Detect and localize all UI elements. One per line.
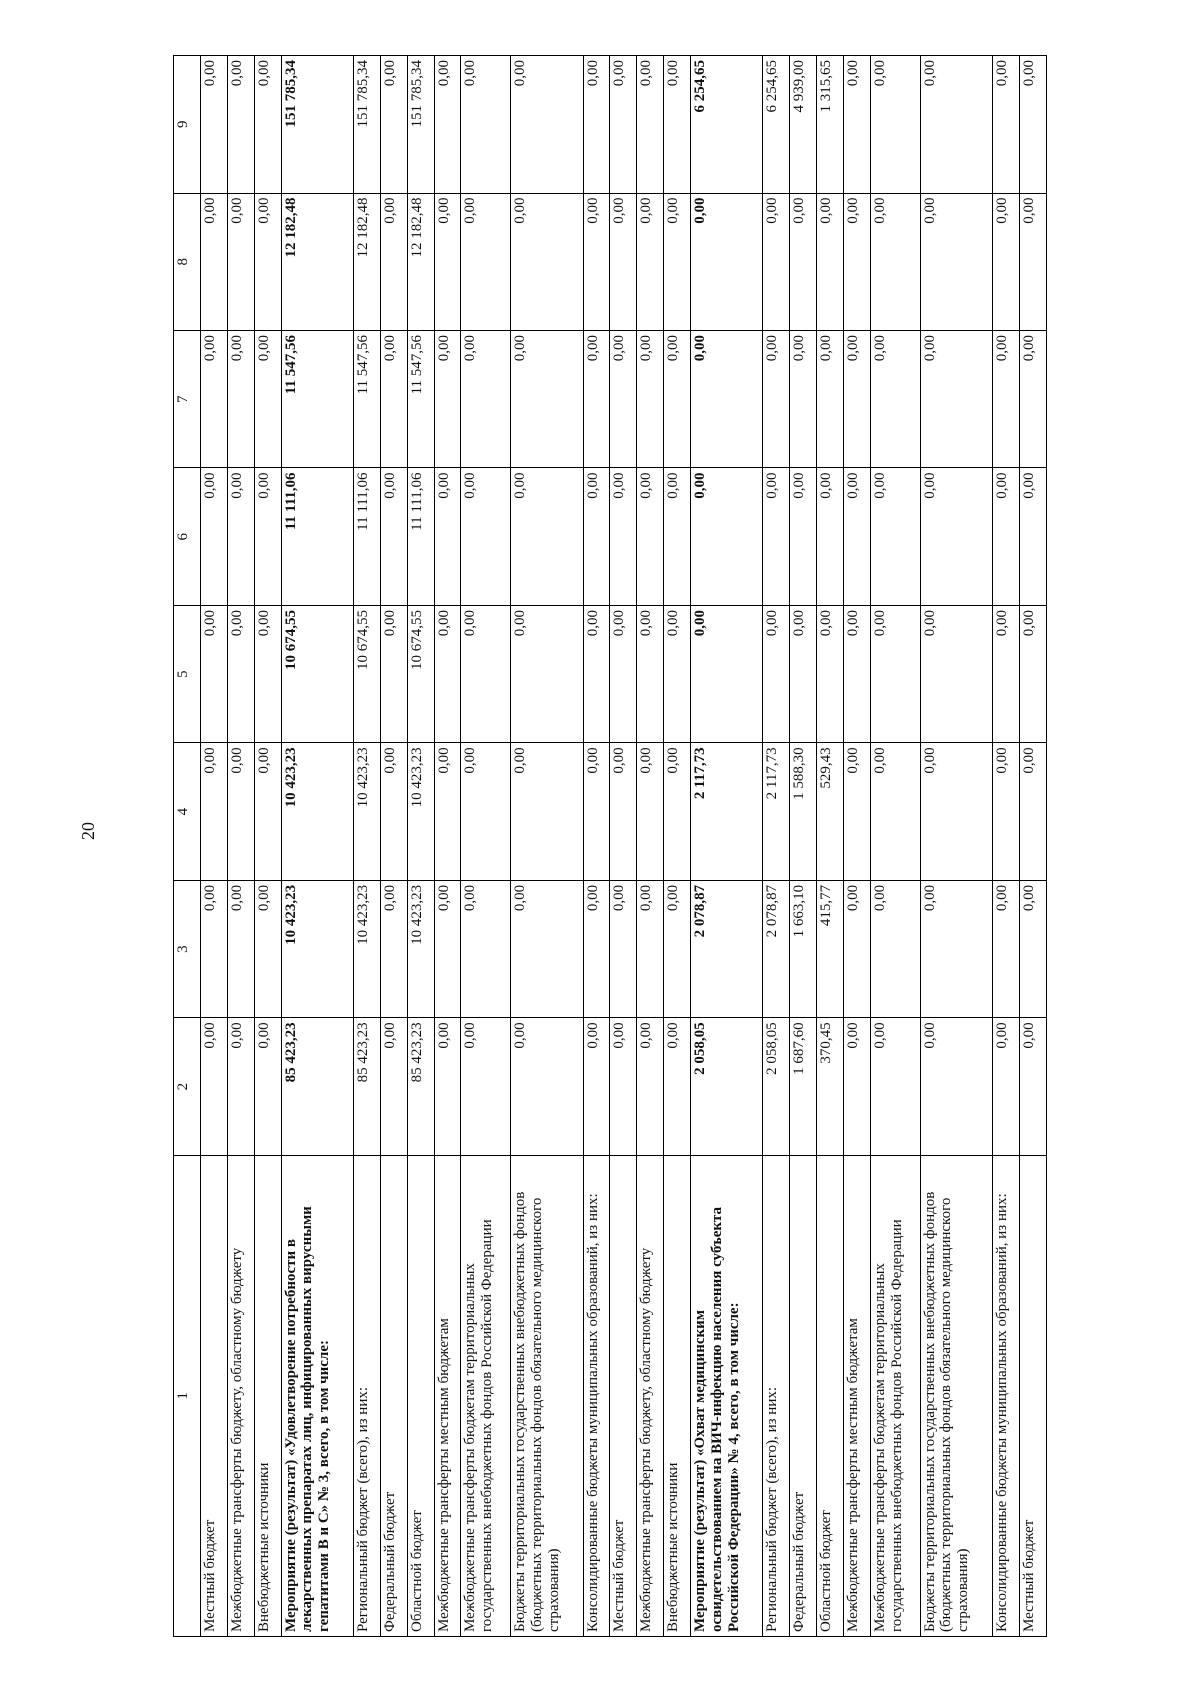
table-row [790, 56, 817, 1637]
value-cell: 85 423,23 [354, 1018, 381, 1155]
value-cell: 0,00 [817, 193, 844, 330]
value-cell: 0,00 [920, 880, 992, 1017]
value-cell: 0,00 [637, 331, 664, 468]
value-cell: 0,00 [201, 193, 228, 330]
value-cell: 0,00 [870, 1018, 920, 1155]
value-cell: 0,00 [790, 193, 817, 330]
value-cell: 10 423,23 [281, 743, 353, 880]
value-cell: 0,00 [610, 468, 637, 605]
table-row [993, 56, 1020, 1637]
header-cell: 3 [174, 880, 201, 1017]
row-label: Федеральный бюджет [790, 1155, 817, 1636]
value-cell: 0,00 [380, 1018, 407, 1155]
value-cell: 0,00 [993, 56, 1020, 194]
row-label: Межбюджетные трансферты бюджету, областному бюджету [637, 1155, 664, 1636]
value-cell: 11 547,56 [281, 331, 353, 468]
value-cell: 0,00 [920, 1018, 992, 1155]
value-cell: 2 117,73 [763, 743, 790, 880]
value-cell: 1 663,10 [790, 880, 817, 1017]
value-cell: 0,00 [870, 193, 920, 330]
value-cell: 0,00 [227, 743, 254, 880]
value-cell: 0,00 [870, 56, 920, 194]
value-cell: 0,00 [201, 605, 228, 742]
value-cell: 2 058,05 [763, 1018, 790, 1155]
value-cell: 0,00 [380, 880, 407, 1017]
value-cell: 0,00 [920, 56, 992, 194]
table-row [380, 56, 407, 1637]
value-cell: 0,00 [511, 56, 583, 194]
row-label: Бюджеты территориальных государственных внебюджетных фондов (бюджетных территориальных фондов обязательного медицинского страхования) [920, 1155, 992, 1636]
value-cell: 11 111,06 [281, 468, 353, 605]
value-cell: 0,00 [870, 331, 920, 468]
value-cell: 0,00 [790, 605, 817, 742]
value-cell: 0,00 [583, 1018, 610, 1155]
value-cell: 0,00 [583, 468, 610, 605]
table-row [844, 56, 871, 1637]
value-cell: 0,00 [254, 605, 281, 742]
value-cell: 370,45 [817, 1018, 844, 1155]
row-label: Региональный бюджет (всего), из них: [763, 1155, 790, 1636]
value-cell: 0,00 [664, 56, 691, 194]
value-cell: 0,00 [637, 880, 664, 1017]
value-cell: 0,00 [664, 331, 691, 468]
value-cell: 0,00 [434, 743, 461, 880]
value-cell: 11 547,56 [407, 331, 434, 468]
value-cell: 0,00 [817, 605, 844, 742]
value-cell: 0,00 [583, 193, 610, 330]
value-cell: 0,00 [461, 605, 511, 742]
row-label: Межбюджетные трансферты местным бюджетам [434, 1155, 461, 1636]
row-label: Областной бюджет [817, 1155, 844, 1636]
header-cell: 6 [174, 468, 201, 605]
value-cell: 0,00 [993, 193, 1020, 330]
value-cell: 11 111,06 [354, 468, 381, 605]
value-cell: 0,00 [637, 605, 664, 742]
row-label: Консолидированные бюджеты муниципальных образований, из них: [583, 1155, 610, 1636]
value-cell: 2 078,87 [691, 880, 763, 1017]
value-cell: 0,00 [227, 1018, 254, 1155]
value-cell: 6 254,65 [691, 56, 763, 194]
value-cell: 0,00 [434, 1018, 461, 1155]
row-label: Межбюджетные трансферты бюджетам территориальных государственных внебюджетных фондов Российской Федерации [461, 1155, 511, 1636]
value-cell: 0,00 [610, 743, 637, 880]
value-cell: 0,00 [664, 880, 691, 1017]
value-cell: 0,00 [870, 468, 920, 605]
value-cell: 85 423,23 [407, 1018, 434, 1155]
value-cell: 0,00 [993, 743, 1020, 880]
value-cell: 0,00 [844, 56, 871, 194]
row-label: Федеральный бюджет [380, 1155, 407, 1636]
value-cell: 0,00 [664, 605, 691, 742]
value-cell: 0,00 [870, 880, 920, 1017]
table-row [201, 56, 228, 1637]
value-cell: 0,00 [993, 1018, 1020, 1155]
value-cell: 0,00 [637, 56, 664, 194]
value-cell: 0,00 [637, 1018, 664, 1155]
row-label: Консолидированные бюджеты муниципальных образований, из них: [993, 1155, 1020, 1636]
value-cell: 0,00 [511, 605, 583, 742]
value-cell: 0,00 [254, 193, 281, 330]
value-cell: 0,00 [993, 880, 1020, 1017]
value-cell: 0,00 [583, 605, 610, 742]
table-body [201, 56, 1047, 1637]
value-cell: 0,00 [870, 605, 920, 742]
value-cell: 0,00 [1019, 605, 1046, 742]
value-cell: 10 423,23 [407, 880, 434, 1017]
value-cell: 1 687,60 [790, 1018, 817, 1155]
value-cell: 0,00 [511, 331, 583, 468]
value-cell: 0,00 [664, 193, 691, 330]
value-cell: 0,00 [610, 1018, 637, 1155]
value-cell: 0,00 [254, 743, 281, 880]
value-cell: 12 182,48 [407, 193, 434, 330]
header-cell: 8 [174, 193, 201, 330]
value-cell: 151 785,34 [407, 56, 434, 194]
value-cell: 0,00 [817, 468, 844, 605]
value-cell: 0,00 [664, 468, 691, 605]
value-cell: 11 111,06 [407, 468, 434, 605]
value-cell: 0,00 [511, 743, 583, 880]
value-cell: 0,00 [637, 193, 664, 330]
value-cell: 10 674,55 [354, 605, 381, 742]
value-cell: 0,00 [511, 1018, 583, 1155]
value-cell: 0,00 [637, 468, 664, 605]
row-label: Бюджеты территориальных государственных внебюджетных фондов (бюджетных территориальных фондов обязательного медицинского страхования) [511, 1155, 583, 1636]
value-cell: 0,00 [461, 1018, 511, 1155]
value-cell: 0,00 [763, 468, 790, 605]
value-cell: 0,00 [610, 605, 637, 742]
header-cell: 4 [174, 743, 201, 880]
value-cell: 0,00 [461, 468, 511, 605]
value-cell: 0,00 [844, 468, 871, 605]
row-label: Мероприятие (результат) «Охват медицинским освидетельствованием на ВИЧ-инфекцию населения субъекта Российской Федерации» № 4, всего, в том числе: [691, 1155, 763, 1636]
value-cell: 0,00 [227, 880, 254, 1017]
value-cell: 2 058,05 [691, 1018, 763, 1155]
row-label: Местный бюджет [610, 1155, 637, 1636]
value-cell: 0,00 [380, 468, 407, 605]
value-cell: 0,00 [870, 743, 920, 880]
value-cell: 0,00 [920, 605, 992, 742]
value-cell: 0,00 [583, 880, 610, 1017]
row-label: Областной бюджет [407, 1155, 434, 1636]
value-cell: 0,00 [201, 880, 228, 1017]
value-cell: 0,00 [434, 605, 461, 742]
value-cell: 0,00 [461, 56, 511, 194]
row-label: Межбюджетные трансферты бюджетам территориальных государственных внебюджетных фондов Российской Федерации [870, 1155, 920, 1636]
value-cell: 0,00 [201, 56, 228, 194]
value-cell: 0,00 [763, 605, 790, 742]
value-cell: 0,00 [201, 331, 228, 468]
row-label: Межбюджетные трансферты местным бюджетам [844, 1155, 871, 1636]
value-cell: 0,00 [254, 56, 281, 194]
value-cell: 0,00 [920, 331, 992, 468]
table-row [763, 56, 790, 1637]
table-row [637, 56, 664, 1637]
value-cell: 0,00 [254, 331, 281, 468]
value-cell: 0,00 [254, 880, 281, 1017]
value-cell: 0,00 [583, 56, 610, 194]
value-cell: 0,00 [434, 468, 461, 605]
value-cell: 0,00 [610, 331, 637, 468]
value-cell: 11 547,56 [354, 331, 381, 468]
value-cell: 0,00 [583, 743, 610, 880]
value-cell: 0,00 [227, 605, 254, 742]
value-cell: 10 423,23 [281, 880, 353, 1017]
value-cell: 0,00 [920, 193, 992, 330]
value-cell: 0,00 [993, 605, 1020, 742]
value-cell: 10 423,23 [354, 743, 381, 880]
value-cell: 10 674,55 [407, 605, 434, 742]
value-cell: 0,00 [1019, 1018, 1046, 1155]
value-cell: 0,00 [844, 880, 871, 1017]
table-row [281, 56, 353, 1637]
table-row [691, 56, 763, 1637]
value-cell: 0,00 [920, 743, 992, 880]
header-row [174, 56, 201, 1637]
value-cell: 0,00 [763, 193, 790, 330]
value-cell: 0,00 [434, 880, 461, 1017]
value-cell: 0,00 [844, 331, 871, 468]
value-cell: 0,00 [201, 468, 228, 605]
value-cell: 0,00 [1019, 743, 1046, 880]
row-label: Внебюджетные источники [664, 1155, 691, 1636]
header-cell: 2 [174, 1018, 201, 1155]
value-cell: 0,00 [691, 605, 763, 742]
value-cell: 0,00 [227, 331, 254, 468]
value-cell: 0,00 [227, 193, 254, 330]
table-row [227, 56, 254, 1637]
value-cell: 0,00 [920, 468, 992, 605]
value-cell: 0,00 [691, 331, 763, 468]
table-row [583, 56, 610, 1637]
value-cell: 0,00 [227, 56, 254, 194]
value-cell: 0,00 [610, 56, 637, 194]
row-label: Межбюджетные трансферты бюджету, областному бюджету [227, 1155, 254, 1636]
value-cell: 0,00 [1019, 331, 1046, 468]
value-cell: 0,00 [434, 331, 461, 468]
table-row [511, 56, 583, 1637]
value-cell: 0,00 [511, 468, 583, 605]
value-cell: 0,00 [1019, 56, 1046, 194]
value-cell: 0,00 [380, 193, 407, 330]
header-cell: 1 [174, 1155, 201, 1636]
table-row [664, 56, 691, 1637]
value-cell: 0,00 [993, 468, 1020, 605]
value-cell: 0,00 [583, 331, 610, 468]
value-cell: 0,00 [227, 468, 254, 605]
budget-table [173, 55, 1047, 1637]
value-cell: 0,00 [254, 468, 281, 605]
value-cell: 0,00 [461, 331, 511, 468]
header-cell: 5 [174, 605, 201, 742]
value-cell: 10 674,55 [281, 605, 353, 742]
table-row [254, 56, 281, 1637]
value-cell: 0,00 [664, 1018, 691, 1155]
value-cell: 0,00 [637, 743, 664, 880]
value-cell: 0,00 [461, 880, 511, 1017]
page-number: 20 [78, 822, 98, 840]
value-cell: 12 182,48 [354, 193, 381, 330]
value-cell: 415,77 [817, 880, 844, 1017]
value-cell: 151 785,34 [281, 56, 353, 194]
value-cell: 0,00 [380, 331, 407, 468]
value-cell: 0,00 [817, 331, 844, 468]
value-cell: 0,00 [993, 331, 1020, 468]
value-cell: 0,00 [844, 605, 871, 742]
value-cell: 0,00 [380, 743, 407, 880]
row-label: Внебюджетные источники [254, 1155, 281, 1636]
table-row [407, 56, 434, 1637]
value-cell: 1 588,30 [790, 743, 817, 880]
value-cell: 0,00 [201, 1018, 228, 1155]
value-cell: 0,00 [610, 193, 637, 330]
row-label: Региональный бюджет (всего), из них: [354, 1155, 381, 1636]
table-row [434, 56, 461, 1637]
value-cell: 0,00 [844, 743, 871, 880]
value-cell: 10 423,23 [354, 880, 381, 1017]
value-cell: 10 423,23 [407, 743, 434, 880]
table-row [354, 56, 381, 1637]
value-cell: 0,00 [380, 605, 407, 742]
value-cell: 0,00 [1019, 880, 1046, 1017]
table-row [920, 56, 992, 1637]
value-cell: 0,00 [254, 1018, 281, 1155]
value-cell: 0,00 [434, 193, 461, 330]
header-cell: 7 [174, 331, 201, 468]
row-label: Местный бюджет [1019, 1155, 1046, 1636]
value-cell: 6 254,65 [763, 56, 790, 194]
value-cell: 0,00 [790, 468, 817, 605]
value-cell: 0,00 [844, 193, 871, 330]
value-cell: 85 423,23 [281, 1018, 353, 1155]
value-cell: 4 939,00 [790, 56, 817, 194]
table-row [610, 56, 637, 1637]
value-cell: 2 117,73 [691, 743, 763, 880]
value-cell: 0,00 [511, 880, 583, 1017]
value-cell: 0,00 [844, 1018, 871, 1155]
value-cell: 12 182,48 [281, 193, 353, 330]
value-cell: 0,00 [763, 331, 790, 468]
value-cell: 0,00 [461, 743, 511, 880]
header-cell: 9 [174, 56, 201, 194]
value-cell: 0,00 [201, 743, 228, 880]
table-row [870, 56, 920, 1637]
value-cell: 1 315,65 [817, 56, 844, 194]
table-row [1019, 56, 1046, 1637]
value-cell: 529,43 [817, 743, 844, 880]
value-cell: 0,00 [691, 468, 763, 605]
value-cell: 0,00 [610, 880, 637, 1017]
row-label: Мероприятие (результат) «Удовлетворение потребности в лекарственных препаратах лиц, инфицированных вирусными гепатитами В и С» № 3, всего, в том числе: [281, 1155, 353, 1636]
table-row [461, 56, 511, 1637]
value-cell: 0,00 [434, 56, 461, 194]
value-cell: 0,00 [691, 193, 763, 330]
value-cell: 2 078,87 [763, 880, 790, 1017]
rotated-table-container [173, 55, 1047, 1637]
value-cell: 0,00 [790, 331, 817, 468]
value-cell: 0,00 [664, 743, 691, 880]
value-cell: 0,00 [380, 56, 407, 194]
value-cell: 0,00 [1019, 468, 1046, 605]
table-row [817, 56, 844, 1637]
value-cell: 151 785,34 [354, 56, 381, 194]
row-label: Местный бюджет [201, 1155, 228, 1636]
value-cell: 0,00 [1019, 193, 1046, 330]
value-cell: 0,00 [511, 193, 583, 330]
value-cell: 0,00 [461, 193, 511, 330]
